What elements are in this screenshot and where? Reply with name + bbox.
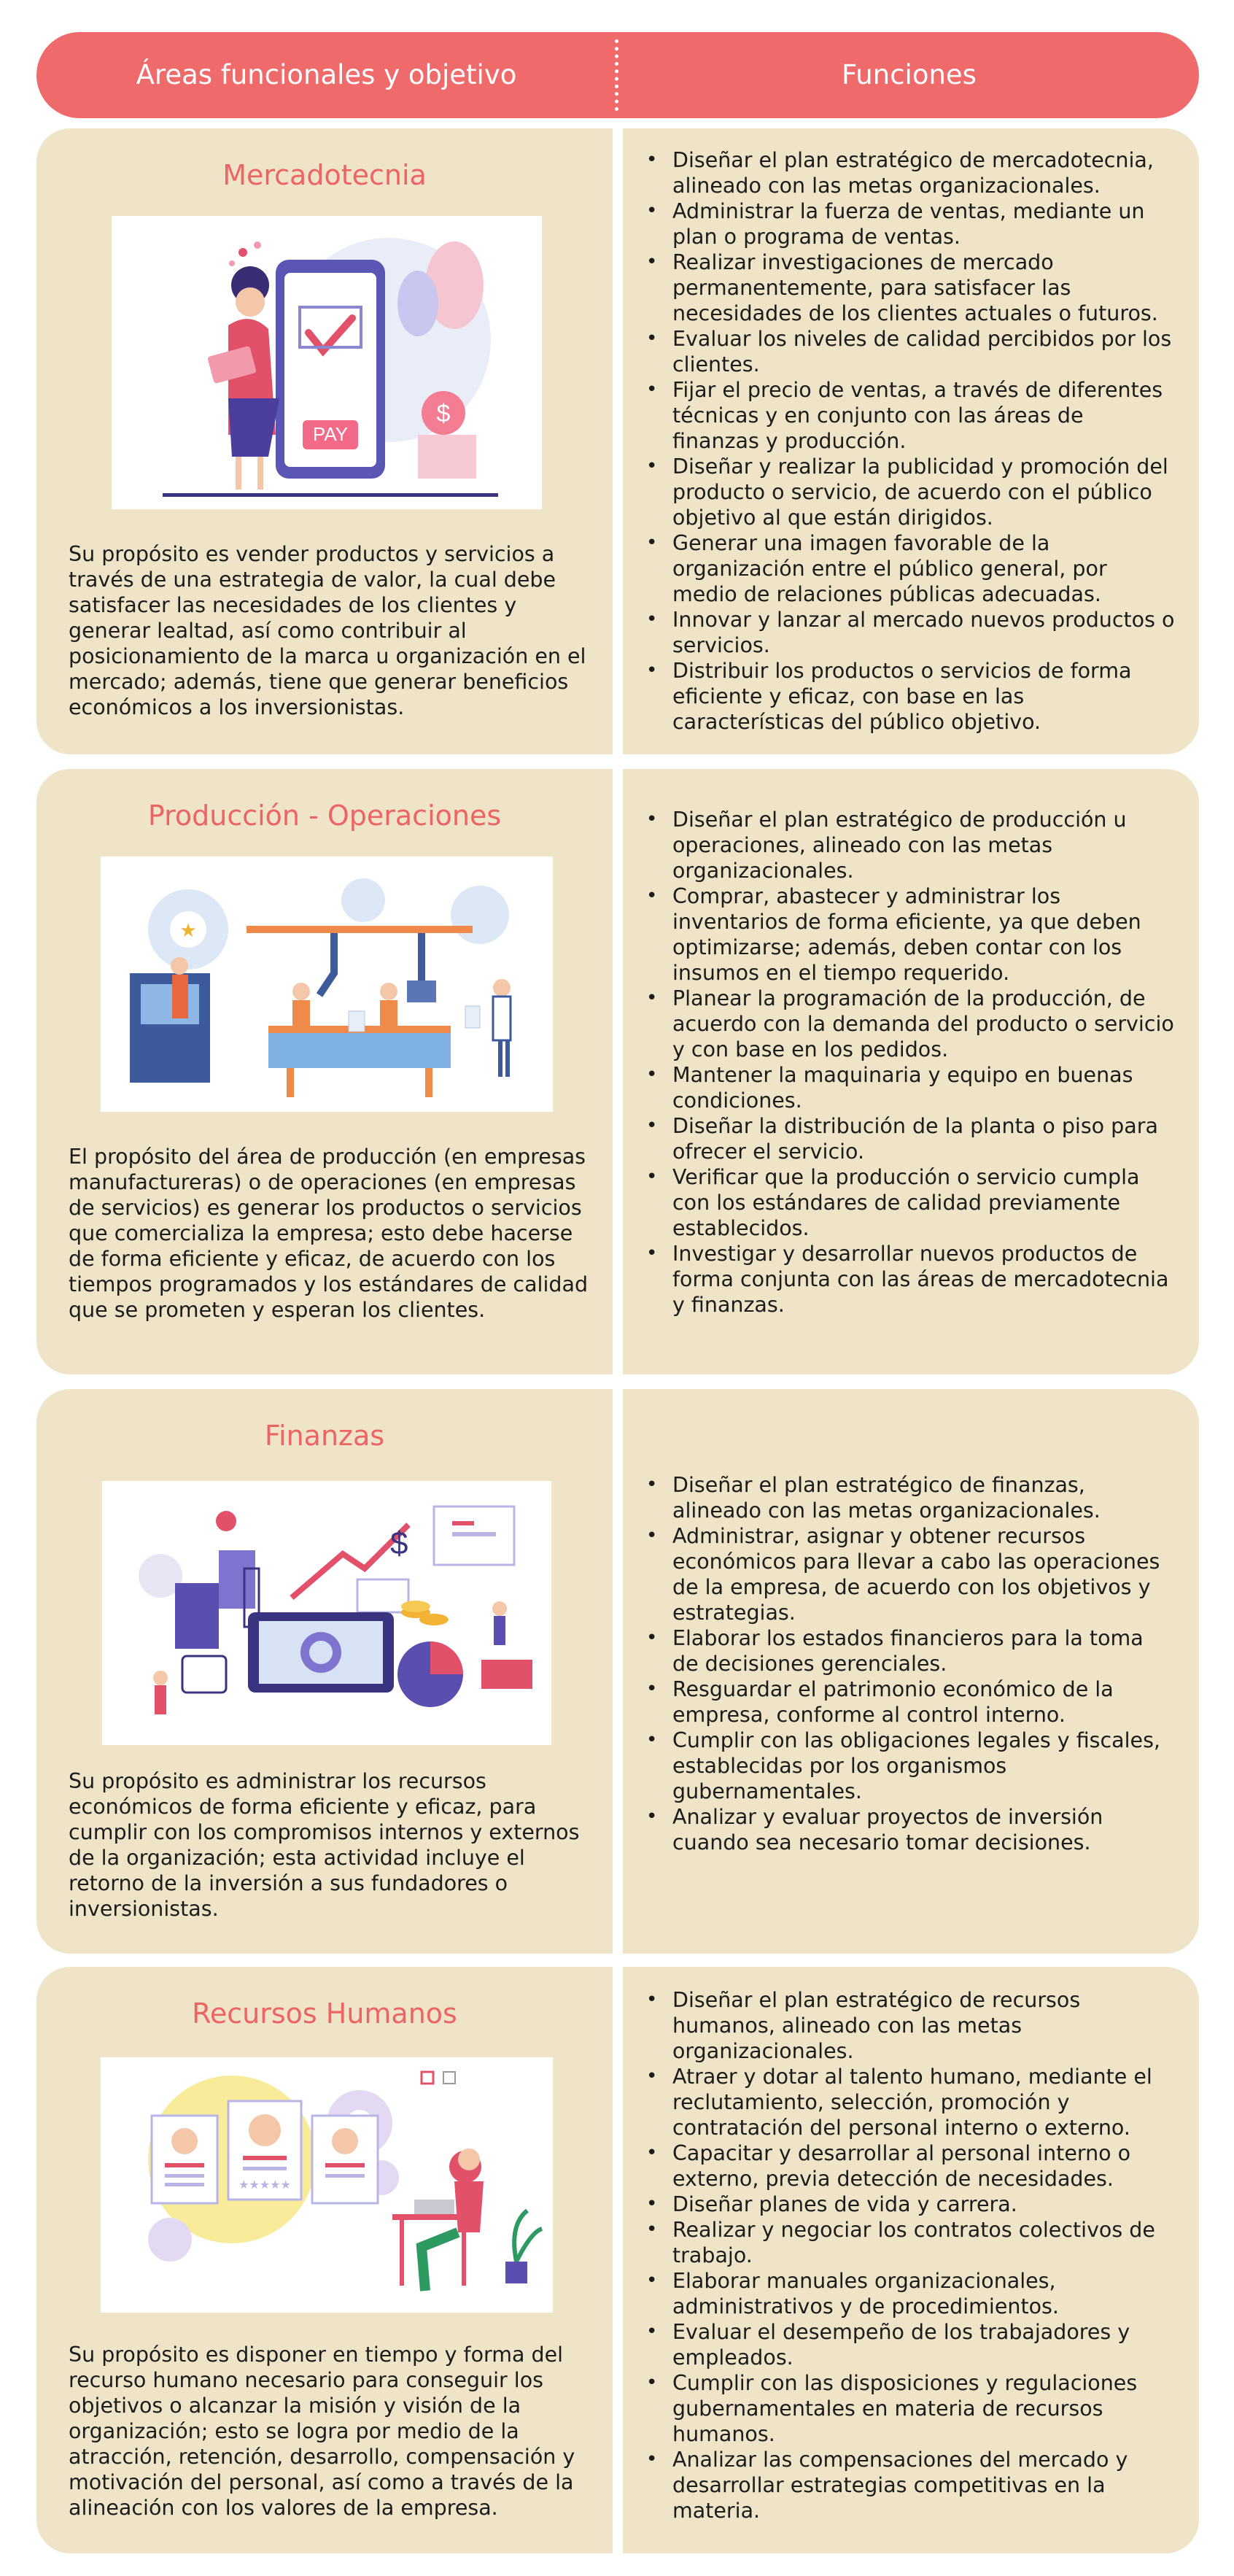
pay-label: PAY (312, 423, 349, 445)
list-item: • Diseñar planes de vida y carrera. (640, 2192, 1176, 2217)
table-header (36, 32, 1199, 118)
list-item: • Analizar y evaluar proyectos de inversión cuando sea necesario tomar decisiones. (640, 1804, 1176, 1855)
area-title: Producción - Operaciones (147, 800, 502, 832)
area-panel-finanzas (36, 1389, 613, 1954)
list-item: • Capacitar y desarrollar al personal interno o externo, previa detección de necesidades. (640, 2140, 1176, 2192)
list-item: • Evaluar los niveles de calidad percibidos por los clientes. (640, 326, 1176, 377)
list-item: • Comprar, abastecer y administrar los inventarios de forma eficiente, ya que deben optimizarse; además, deben contar con los insumos en el tiempo requerido. (640, 883, 1176, 986)
list-item: • Analizar las compensaciones del mercado y desarrollar estrategias competitivas en la materia. (640, 2447, 1176, 2523)
list-item: • Elaborar los estados financieros para la toma de decisiones gerenciales. (640, 1625, 1176, 1676)
list-item: • Cumplir con las obligaciones legales y fiscales, establecidas por los organismos gubernamentales. (640, 1728, 1176, 1804)
area-title: Recursos Humanos (192, 1997, 457, 2030)
list-item: • Elaborar manuales organizacionales, administrativos y de procedimientos. (640, 2268, 1176, 2319)
list-item: • Diseñar el plan estratégico de finanzas, alineado con las metas organizacionales. (640, 1472, 1176, 1523)
area-description: El propósito del área de producción (en empresas manufactureras) o de operaciones (en empresas de servicios) es generar los productos o servicios que comercializa la empresa; esto debe hacerse de forma eficiente y eficaz, de acuerdo con los tiempos programados y los estándares de calidad que se prometen y esperan los clientes. (69, 1145, 589, 1322)
svg-text:★: ★ (179, 920, 197, 942)
list-item: • Administrar, asignar y obtener recursos económicos para llevar a cabo las operaciones de la empresa, de acuerdo con los objetivos y estrategias. (640, 1523, 1176, 1625)
list-item: • Innovar y lanzar al mercado nuevos productos o servicios. (640, 607, 1176, 658)
header-divider (615, 39, 618, 111)
list-item: • Generar una imagen favorable de la organización entre el público general, por medio de relaciones públicas adecuadas. (640, 530, 1176, 607)
area-title: Finanzas (264, 1420, 385, 1452)
functions-panel-mercadotecnia (623, 128, 1199, 754)
area-description: Su propósito es vender productos y servicios a través de una estrategia de valor, la cual debe satisfacer las necesidades de los clientes y generar lealtad, así como contribuir al posicionamiento de la marca u organización en el mercado; además, tiene que generar beneficios económicos a los inversionistas. (69, 542, 586, 719)
list-item: • Evaluar el desempeño de los trabajadores y empleados. (640, 2319, 1176, 2370)
functions-list (640, 1472, 1176, 1855)
area-panel-produccion (36, 769, 613, 1374)
list-item: • Administrar la fuerza de ventas, mediante un plan o programa de ventas. (640, 198, 1176, 250)
functions-panel-finanzas (623, 1389, 1199, 1954)
list-item: • Fijar el precio de ventas, a través de diferentes técnicas y en conjunto con las áreas de finanzas y producción. (640, 377, 1176, 454)
functions-list (640, 147, 1176, 735)
list-item: • Diseñar el plan estratégico de mercadotecnia, alineado con las metas organizacionales. (640, 147, 1176, 198)
list-item: • Planear la programación de la producción, de acuerdo con la demanda del producto o servicio y con base en los pedidos. (640, 986, 1176, 1062)
svg-text:$: $ (390, 1525, 408, 1561)
list-item: • Atraer y dotar al talento humano, mediante el reclutamiento, selección, promoción y contratación del personal interno o externo. (640, 2064, 1176, 2140)
list-item: • Resguardar el patrimonio económico de la empresa, conforme al control interno. (640, 1676, 1176, 1728)
svg-text:$: $ (436, 400, 451, 428)
list-item: • Diseñar el plan estratégico de recursos humanos, alineado con las metas organizacionales. (640, 1987, 1176, 2064)
area-title: Mercadotecnia (222, 159, 427, 191)
shopping-phone-illustration (112, 216, 542, 509)
header-areas-label: Áreas funcionales y objetivo (136, 59, 517, 90)
area-description: Su propósito es disponer en tiempo y forma del recurso humano necesario para conseguir los objetivos o alcanzar la misión y visión de la organización; esto se logra por medio de la atracción, retención, desarrollo, compensación y motivación del personal, así como a través de la alineación con los valores de la empresa. (69, 2343, 575, 2520)
list-item: • Investigar y desarrollar nuevos productos de forma conjunta con las áreas de mercadotecnia y finanzas. (640, 1241, 1176, 1318)
list-item: • Mantener la maquinaria y equipo en buenas condiciones. (640, 1062, 1176, 1113)
list-item: • Realizar y negociar los contratos colectivos de trabajo. (640, 2217, 1176, 2268)
list-item: • Cumplir con las disposiciones y regulaciones gubernamentales en materia de recursos humanos. (640, 2370, 1176, 2447)
list-item: • Diseñar el plan estratégico de producción u operaciones, alineado con las metas organizacionales. (640, 807, 1176, 883)
functions-list (640, 1987, 1176, 2523)
svg-text:★★★★★: ★★★★★ (238, 2178, 291, 2192)
factory-production-line-illustration (101, 856, 553, 1112)
functions-panel-produccion (623, 769, 1199, 1374)
finance-analytics-illustration (102, 1481, 551, 1745)
list-item: • Distribuir los productos o servicios de forma eficiente y eficaz, con base en las características del público objetivo. (640, 658, 1176, 735)
functions-panel-recursos-humanos (623, 1967, 1199, 2553)
list-item: • Verificar que la producción o servicio cumpla con los estándares de calidad previamente establecidos. (640, 1164, 1176, 1241)
area-panel-recursos-humanos (36, 1967, 613, 2553)
area-description: Su propósito es administrar los recursos económicos de forma eficiente y eficaz, para cumplir con los compromisos internos y externos de la organización; esta actividad incluye el retorno de la inversión a sus fundadores o inversionistas. (69, 1769, 580, 1921)
human-resources-candidates-illustration (101, 2057, 553, 2313)
list-item: • Diseñar la distribución de la planta o piso para ofrecer el servicio. (640, 1113, 1176, 1164)
list-item: • Diseñar y realizar la publicidad y promoción del producto o servicio, de acuerdo con el público objetivo al que están dirigidos. (640, 454, 1176, 530)
header-functions-label: Funciones (842, 59, 977, 90)
list-item: • Realizar investigaciones de mercado permanentemente, para satisfacer las necesidades de los clientes actuales o futuros. (640, 250, 1176, 326)
area-panel-mercadotecnia (36, 128, 613, 754)
functions-list (640, 807, 1176, 1318)
